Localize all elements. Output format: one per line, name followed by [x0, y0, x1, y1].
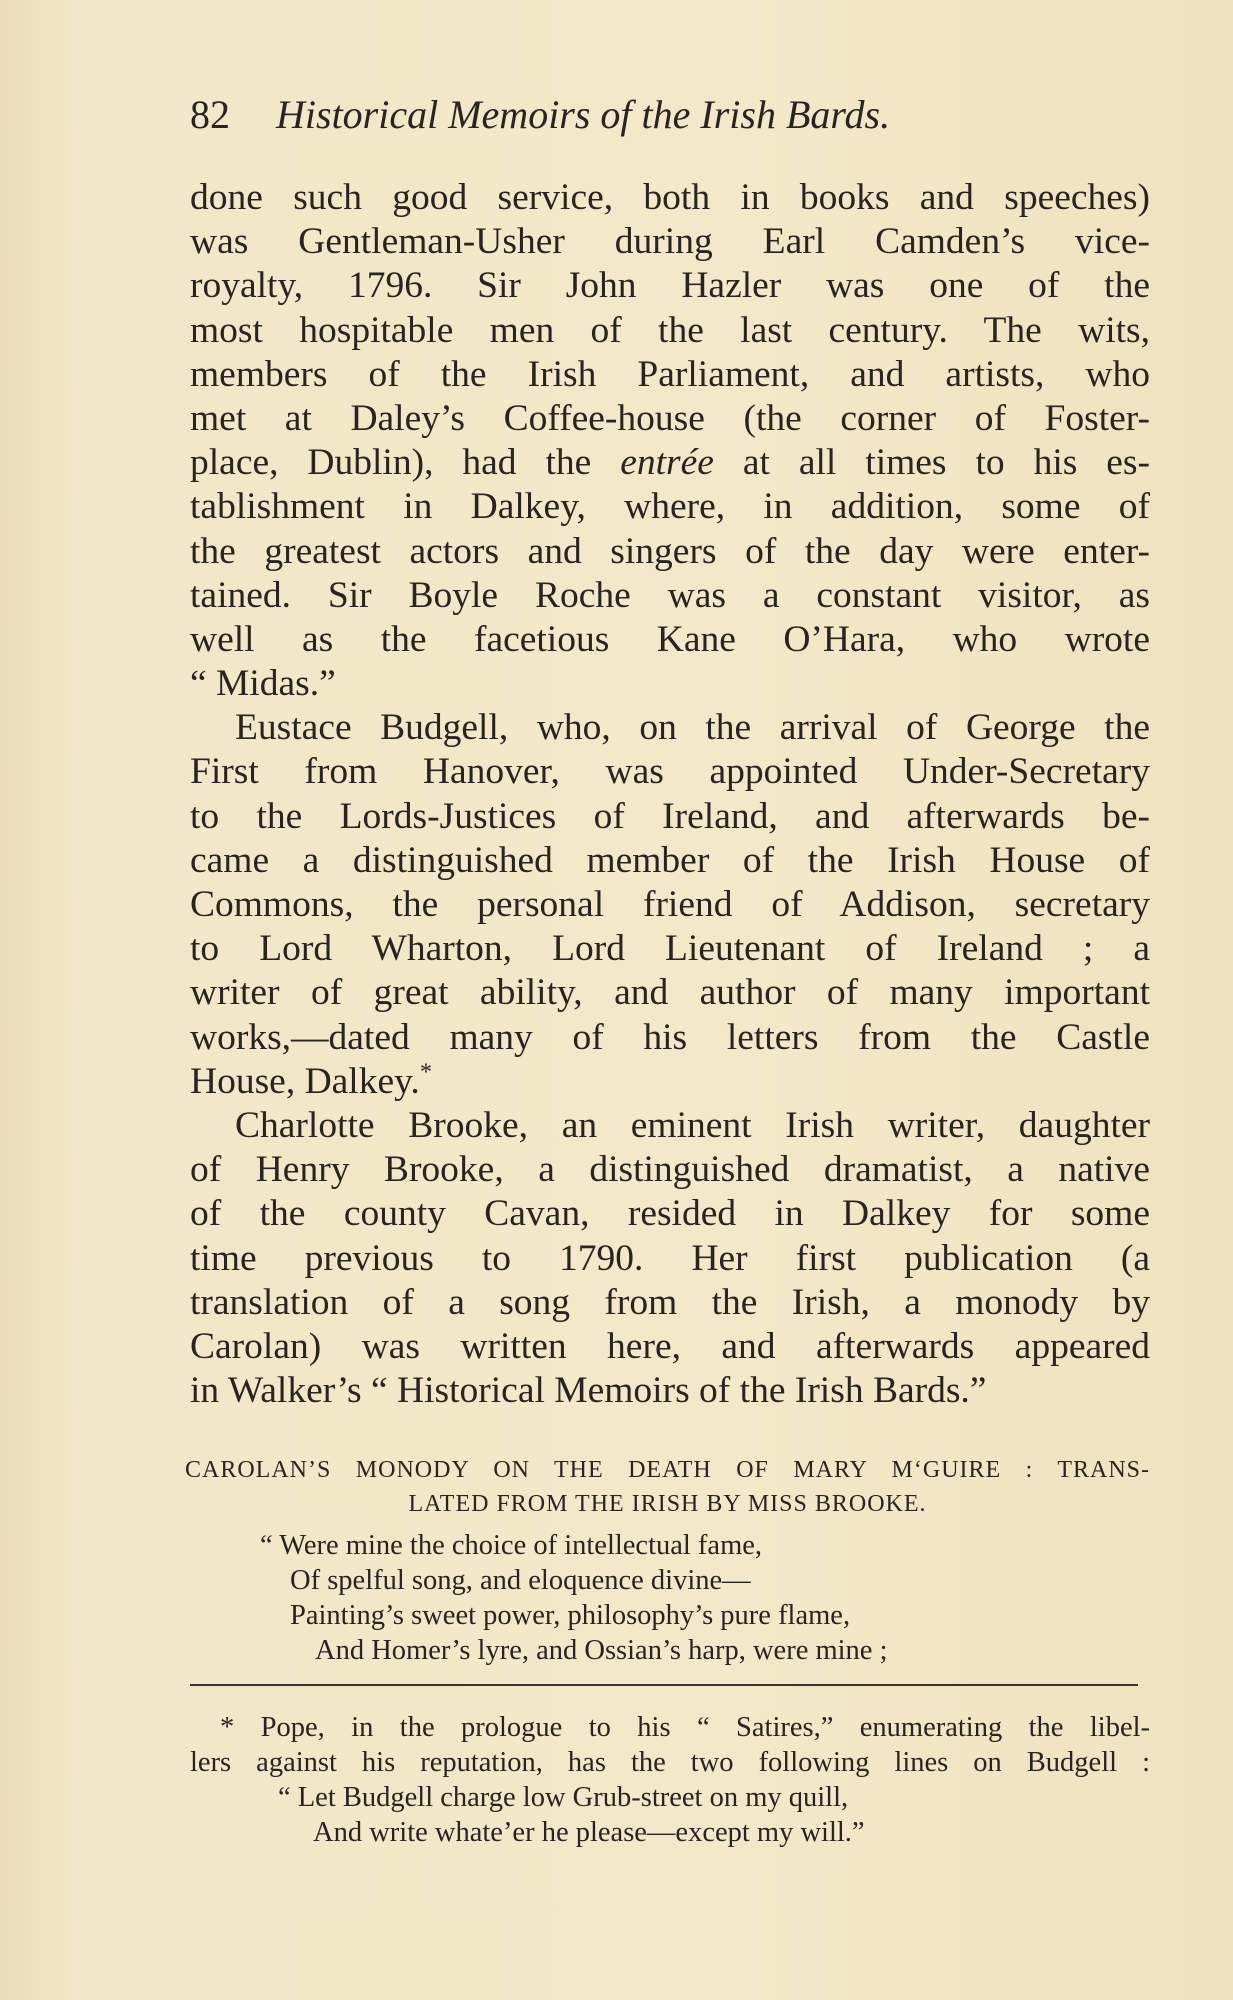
text-line: First from Hanover, was appointed Under-Secretary	[190, 751, 1150, 793]
text-line: was Gentleman-Usher during Earl Camden’s vice-	[190, 221, 1150, 263]
running-title: Historical Memoirs of the Irish Bards.	[276, 92, 891, 137]
poem-heading	[185, 1453, 1150, 1521]
text-line: done such good service, both in books and speeches)	[190, 177, 1150, 218]
text-line: to the Lords-Justices of Ireland, and afterwards be-	[190, 795, 1150, 837]
text-line: members of the Irish Parliament, and artists, who	[190, 353, 1150, 395]
text-segment: House, Dalkey.	[190, 1060, 420, 1102]
text-line: came a distinguished member of the Irish House of	[190, 839, 1150, 881]
poem	[260, 1528, 1060, 1668]
text-line: the greatest actors and singers of the day were enter-	[190, 530, 1150, 572]
poem-line: And Homer’s lyre, and Ossian’s harp, were mine ;	[315, 1635, 888, 1666]
text-line	[190, 441, 1150, 485]
text-line: most hospitable men of the last century. The wits,	[190, 309, 1150, 351]
footnote-verse: And write whate’er he please—except my will.”	[313, 1817, 865, 1848]
text-line: tained. Sir Boyle Roche was a constant visitor, as	[190, 574, 1150, 616]
text-line: writer of great ability, and author of many important	[190, 972, 1150, 1014]
body-text	[190, 176, 1150, 1413]
text-line: to Lord Wharton, Lord Lieutenant of Ireland ; a	[190, 928, 1150, 970]
text-line	[190, 1060, 1150, 1104]
page-number: 82	[190, 92, 230, 137]
text-line: met at Daley’s Coffee-house (the corner of Foster-	[190, 397, 1150, 439]
text-line: of Henry Brooke, a distinguished dramatist, a native	[190, 1149, 1150, 1191]
italic-word: entrée	[620, 442, 714, 484]
text-line: translation of a song from the Irish, a monody by	[190, 1281, 1150, 1323]
text-line: tablishment in Dalkey, where, in addition, some of	[190, 486, 1150, 528]
text-line: works,—dated many of his letters from the Castle	[190, 1016, 1150, 1058]
footnote-line: * Pope, in the prologue to his “ Satires,” enumerating the libel-	[220, 1712, 1150, 1743]
text-line: Eustace Budgell, who, on the arrival of George the	[235, 707, 1150, 749]
text-line: “ Midas.”	[190, 663, 336, 705]
poem-line: Of spelful song, and eloquence divine—	[290, 1565, 751, 1596]
text-line: Carolan) was written here, and afterwards appeared	[190, 1325, 1150, 1367]
text-line: royalty, 1796. Sir John Hazler was one of the	[190, 265, 1150, 307]
text-line: Commons, the personal friend of Addison, secretary	[190, 884, 1150, 925]
text-line: well as the facetious Kane O’Hara, who wrote	[190, 618, 1150, 660]
poem-heading-line: CAROLAN’S MONODY ON THE DEATH OF MARY M‘GUIRE : TRANS-	[185, 1457, 1150, 1483]
text-segment: place, Dublin), had the	[190, 442, 592, 484]
text-line: Charlotte Brooke, an eminent Irish writer, daughter	[235, 1104, 1150, 1146]
footnote-divider	[190, 1684, 1138, 1686]
running-header	[190, 92, 1090, 138]
footnote	[190, 1710, 1150, 1850]
footnote-line: lers against his reputation, has the two following lines on Budgell :	[190, 1747, 1150, 1778]
text-line: in Walker’s “ Historical Memoirs of the Irish Bards.”	[190, 1370, 987, 1412]
text-segment: at all times to his es-	[742, 442, 1150, 484]
footnote-verse: “ Let Budgell charge low Grub-street on my quill,	[278, 1782, 849, 1813]
footnote-marker[interactable]: *	[419, 1058, 432, 1086]
text-line: of the county Cavan, resided in Dalkey for some	[190, 1193, 1150, 1235]
poem-heading-line: LATED FROM THE IRISH BY MISS BROOKE.	[408, 1491, 927, 1517]
poem-line: “ Were mine the choice of intellectual fame,	[260, 1530, 763, 1561]
text-line: time previous to 1790. Her first publication (a	[190, 1237, 1150, 1279]
poem-line: Painting’s sweet power, philosophy’s pure flame,	[290, 1600, 851, 1631]
